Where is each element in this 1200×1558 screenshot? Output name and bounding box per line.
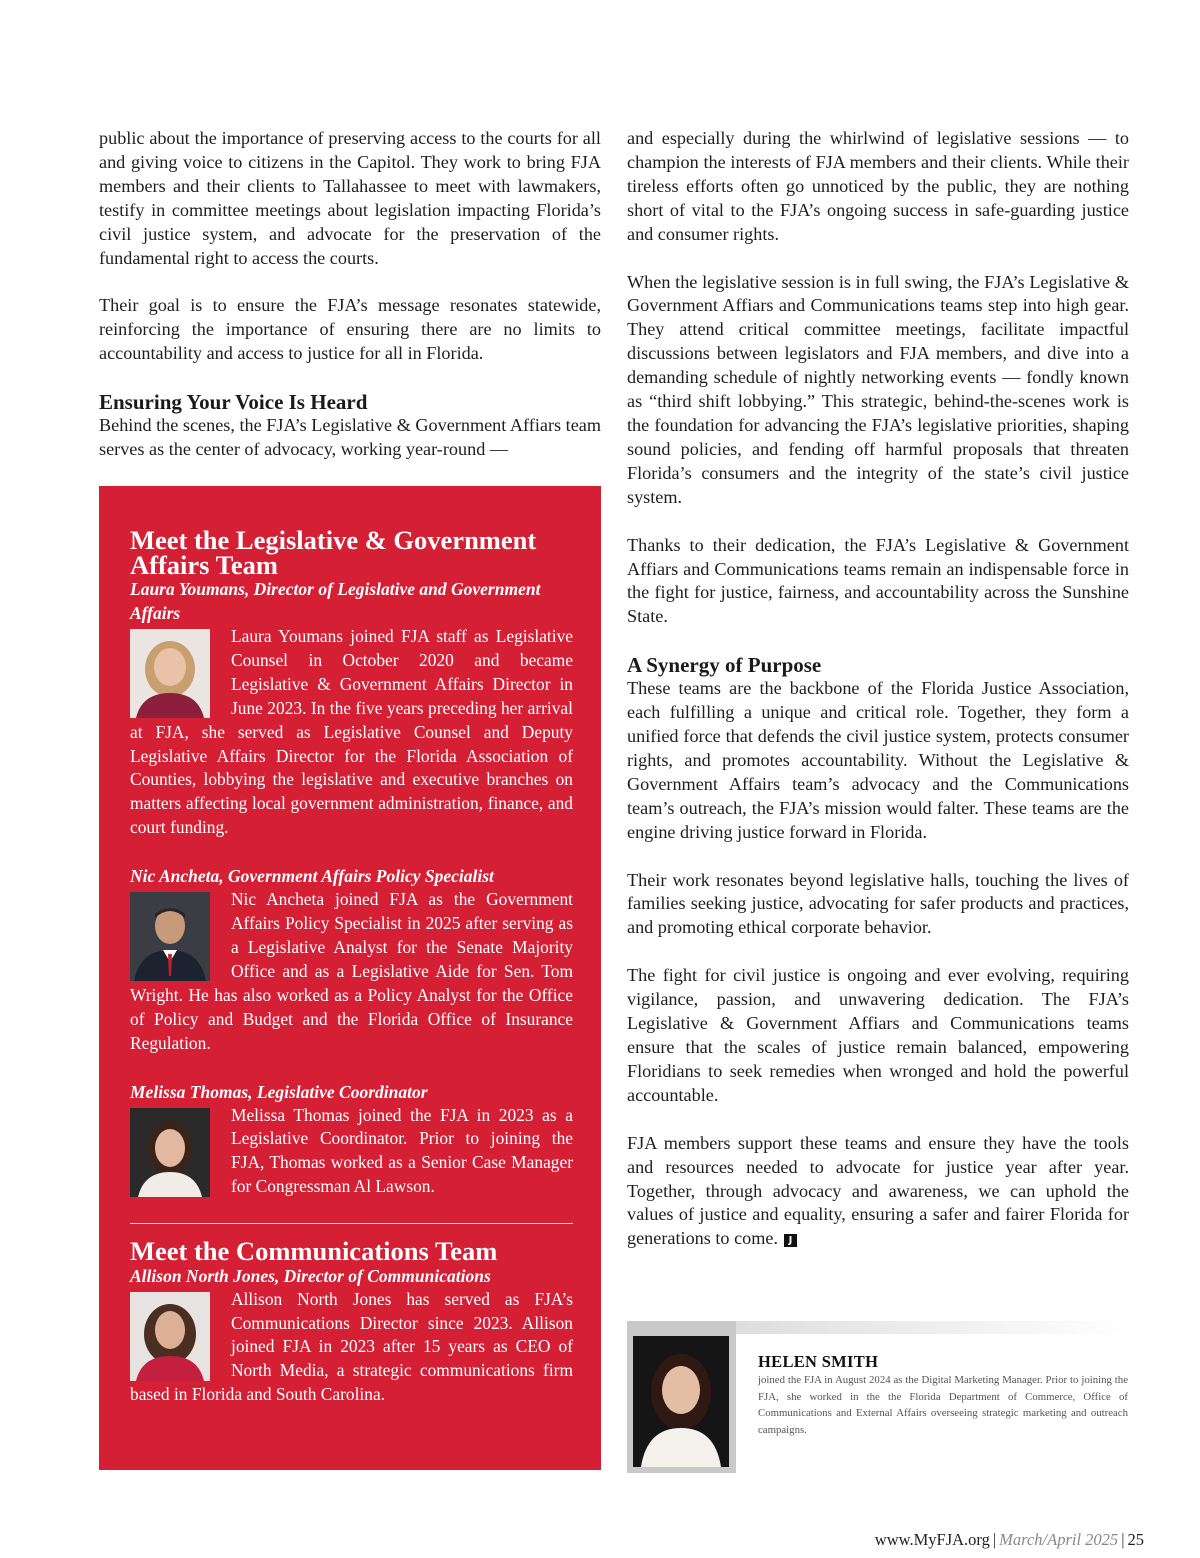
member-bio-text: Allison North Jones has served as FJA’s Communications Director since 2023. Allison joined FJA in 2023 after 15 years as CEO of North Media, a strategic communications firm based in Florida and South Carolina. <box>130 1288 573 1405</box>
member-bio-block <box>130 888 573 1055</box>
team-member <box>130 864 573 1055</box>
right-paragraph-2: When the legislative session is in full swing, the FJA’s Legislative & Government Affiars and Communications teams step into high gear. They attend critical committee meetings, facilitate impactful discussions between legislators and FJA members, and dive into a demanding schedule of nightly networking events — fondly known as “third shift lobbying.” This strategic, behind-the-scenes work is the foundation for advancing the FJA’s legislative priorities, shaping sound policies, and fending off harmful proposals that threaten Florida’s consumers and the integrity of the state’s civil justice system. <box>627 271 1129 507</box>
team-member <box>130 577 573 840</box>
portrait-photo <box>130 892 210 981</box>
end-of-article-mark: J <box>784 1234 797 1247</box>
left-paragraph-2: Their goal is to ensure the FJA’s message resonates statewide, reinforcing the importance of ensuring there are no limits to accountability and access to justice for all in Florida. <box>99 295 601 364</box>
footer-site: www.MyFJA.org <box>874 1530 990 1549</box>
member-role: Allison North Jones, Director of Communications <box>130 1265 491 1286</box>
portrait-photo <box>633 1336 729 1467</box>
footer-issue: March/April 2025 <box>999 1530 1119 1549</box>
left-column <box>99 127 601 486</box>
right-paragraph-6: The fight for civil justice is ongoing and ever evolving, requiring vigilance, passion, and unwavering dedication. The FJA’s Legislative & Government Affiars and Communications teams ensure that the scales of justice remain balanced, empowering Floridians to seek remedies when wronged and hold the powerful accountable. <box>627 965 1129 1105</box>
right-paragraph-5: Their work resonates beyond legislative halls, touching the lives of families seeking justice, advocating for safer products and practices, and promoting ethical corporate behavior. <box>627 869 1129 938</box>
left-paragraph-3: Behind the scenes, the FJA’s Legislative & Government Affiars team serves as the center of advocacy, working year-round — <box>99 415 601 460</box>
legislative-team-title: Meet the Legislative & Government Affairs Team <box>130 525 537 580</box>
member-bio-block <box>130 1104 573 1200</box>
member-bio-block <box>130 625 573 840</box>
right-paragraph-7-text: FJA members support these teams and ensure they have the tools and resources needed to advocate for justice year after year. Together, through advocacy and awareness, we can uphold the values of justice and equality, ensuring a safer and fairer Florida for generations to come. <box>627 1132 1129 1249</box>
right-paragraph-3: Thanks to their dedication, the FJA’s Legislative & Government Affiars and Communications teams remain an indispensable force in the fight for justice, fairness, and accountability across the Sunshine State. <box>627 534 1129 627</box>
member-role: Melissa Thomas, Legislative Coordinator <box>130 1081 428 1102</box>
member-bio-text: Melissa Thomas joined the FJA in 2023 as a Legislative Coordinator. Prior to joining the FJA, Thomas worked as a Senior Case Manager for Congressman Al Lawson. <box>231 1104 573 1197</box>
member-bio-block <box>130 1288 573 1408</box>
member-bio-text: Nic Ancheta joined FJA as the Government Affairs Policy Specialist in 2025 after serving as a Legislative Analyst for the Senate Majority Office and as a Legislative Aide for Sen. Tom Wright. He has also worked as a Policy Analyst for the Office of Policy and Budget and the Florida Office of Insurance Regulation. <box>130 889 573 1053</box>
right-paragraph-7 <box>627 1132 1129 1252</box>
right-column <box>627 127 1129 1275</box>
staff-callout-card <box>627 1321 1129 1473</box>
member-role: Nic Ancheta, Government Affairs Policy Specialist <box>130 866 494 887</box>
photo-frame <box>627 1321 736 1473</box>
member-role: Laura Youmans, Director of Legislative and Government Affairs <box>130 579 541 623</box>
portrait-photo <box>130 629 210 718</box>
portrait-photo <box>130 1108 210 1197</box>
team-member <box>130 1264 573 1408</box>
section-heading-synergy: A Synergy of Purpose <box>627 653 822 678</box>
section-divider <box>130 1223 573 1224</box>
footer-separator: | <box>1121 1530 1125 1549</box>
team-sidebar-box <box>99 486 601 1470</box>
staff-name: HELEN SMITH <box>758 1352 879 1371</box>
staff-description: joined the FJA in August 2024 as the Digital Marketing Manager. Prior to joining the FJA, she worked in the the Florida Department of Commerce, Office of Communications and External Affairs overseeing strategic marketing and outreach campaigns. <box>758 1374 1128 1436</box>
team-member <box>130 1080 573 1200</box>
portrait-photo <box>130 1292 210 1381</box>
page-number: 25 <box>1127 1530 1144 1549</box>
page-footer <box>875 1530 1144 1550</box>
left-paragraph-1: public about the importance of preserving access to the courts for all and giving voice to citizens in the Capitol. They work to bring FJA members and their clients to Tallahassee to meet with lawmakers, testify in committee meetings about legislation impacting Florida’s civil justice system, and advocate for the preservation of the fundamental right to access the courts. <box>99 128 601 268</box>
section-heading-voice: Ensuring Your Voice Is Heard <box>99 390 368 415</box>
communications-team-title: Meet the Communications Team <box>130 1236 498 1267</box>
footer-separator: | <box>992 1530 997 1549</box>
right-paragraph-1: and especially during the whirlwind of legislative sessions — to champion the interests of FJA members and their clients. While their tireless efforts often go unnoticed by the public, they are nothing short of vital to the FJA’s ongoing success in safe-guarding justice and consumer rights. <box>627 128 1129 244</box>
right-paragraph-4: These teams are the backbone of the Florida Justice Association, each fulfilling a unique and critical role. Together, they form a unified force that defends the civil justice system, protects consumer rights, and promotes accountability. Without the Legislative & Government Affairs team’s advocacy and the Communications team’s outreach, the FJA’s mission would falter. These teams are the engine driving justice forward in Florida. <box>627 678 1129 842</box>
member-bio-text: Laura Youmans joined FJA staff as Legislative Counsel in October 2020 and became Legislative & Government Affairs Director in June 2023. In the five years preceding her arrival at FJA, she served as Legislative Counsel and Deputy Legislative Affairs Director for the Florida Association of Counties, lobbying the legislative and executive branches on matters affecting local government administration, finance, and court funding. <box>130 626 573 838</box>
